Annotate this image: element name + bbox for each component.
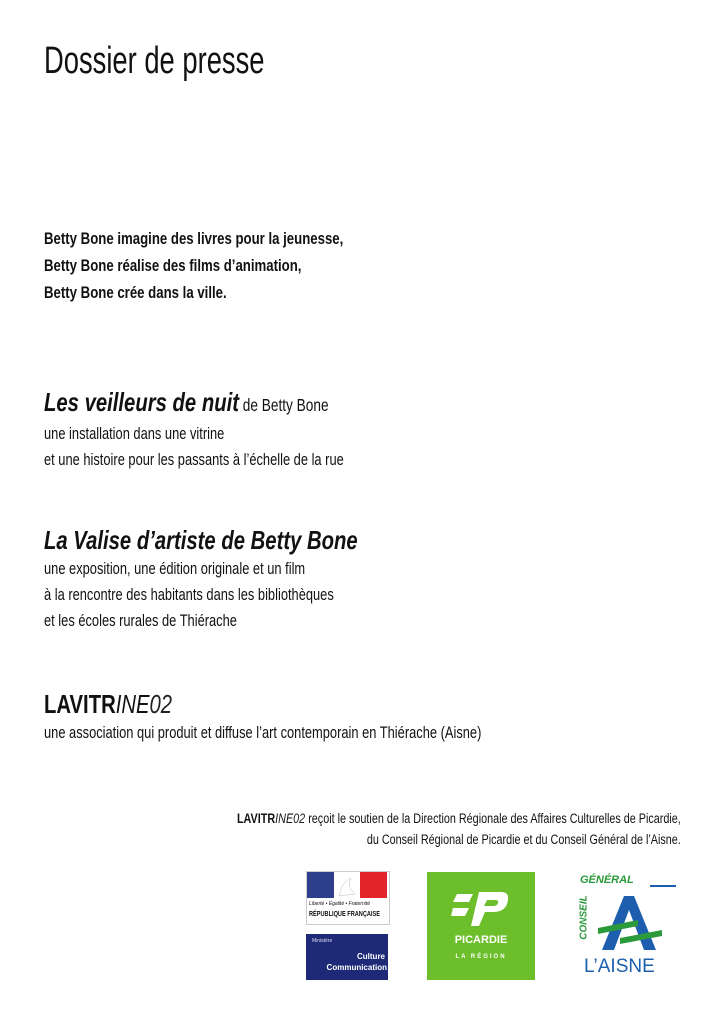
- divider: [650, 885, 676, 887]
- republic-motto: Liberté • Égalité • Fraternité: [309, 901, 371, 907]
- republique-francaise-logo: [306, 871, 390, 925]
- picardie-name: PICARDIE: [454, 934, 508, 946]
- ministry-communication: Communication: [326, 963, 387, 972]
- republic-name: RÉPUBLIQUE FRANÇAISE: [309, 911, 380, 918]
- project-description-line: à la rencontre des habitants dans les bibliothèques: [44, 586, 334, 604]
- ministry-culture: Culture: [357, 952, 385, 961]
- support-line: du Conseil Régional de Picardie et du Conseil Général de l’Aisne.: [367, 832, 681, 847]
- project-veilleurs: [44, 386, 694, 473]
- project-title: Les veilleurs de nuit: [44, 387, 239, 417]
- intro-text: [44, 226, 644, 307]
- project-description-line: et les écoles rurales de Thiérache: [44, 612, 237, 630]
- aisne-general-label: GÉNÉRAL: [580, 874, 634, 886]
- intro-line: Betty Bone réalise des films d’animation,: [44, 257, 302, 275]
- project-heading: [44, 386, 551, 421]
- brand-part-italic: INE: [115, 689, 150, 719]
- support-notice: [126, 808, 681, 850]
- association-description: une association qui produit et diffuse l’art contemporain en Thiérache (Aisne): [44, 724, 482, 742]
- support-line: [237, 808, 681, 829]
- picardie-subtitle: LA RÉGION: [455, 954, 507, 960]
- brand-part-italic: INE: [275, 811, 294, 826]
- project-valise: [44, 524, 694, 634]
- page-title: Dossier de presse: [44, 40, 265, 82]
- picardie-region-logo: [427, 872, 535, 980]
- aisne-a-mark-icon: [598, 894, 662, 952]
- project-description-line: et une histoire pour les passants à l’échelle de la rue: [44, 451, 344, 469]
- ministry-label: Ministère: [312, 938, 333, 944]
- brand-part-light: 02: [293, 811, 306, 826]
- project-author: de Betty Bone: [238, 395, 329, 415]
- brand-part-bold: LAVITR: [237, 811, 276, 826]
- intro-line: Betty Bone imagine des livres pour la jeunesse,: [44, 230, 344, 248]
- picardie-mark-icon: [451, 888, 511, 928]
- intro-line: Betty Bone crée dans la ville.: [44, 284, 227, 302]
- brand-part-light: 02: [149, 689, 173, 719]
- support-text: reçoit le soutien de la Direction Régionale des Affaires Culturelles de Picardie,: [305, 811, 681, 826]
- conseil-general-aisne-logo: [574, 872, 682, 980]
- association-section: [44, 688, 694, 746]
- project-heading: [44, 524, 551, 556]
- association-brand: [44, 688, 551, 720]
- project-description-line: une exposition, une édition originale et un film: [44, 560, 306, 578]
- project-description-line: une installation dans une vitrine: [44, 425, 225, 443]
- marianne-icon: [335, 874, 359, 898]
- aisne-conseil-label: CONSEIL: [578, 895, 590, 940]
- brand-part-bold: LAVITR: [44, 689, 116, 719]
- project-title: La Valise d’artiste de Betty Bone: [44, 525, 358, 555]
- ministere-culture-logo: [306, 934, 388, 980]
- aisne-name: L’AISNE: [584, 956, 655, 977]
